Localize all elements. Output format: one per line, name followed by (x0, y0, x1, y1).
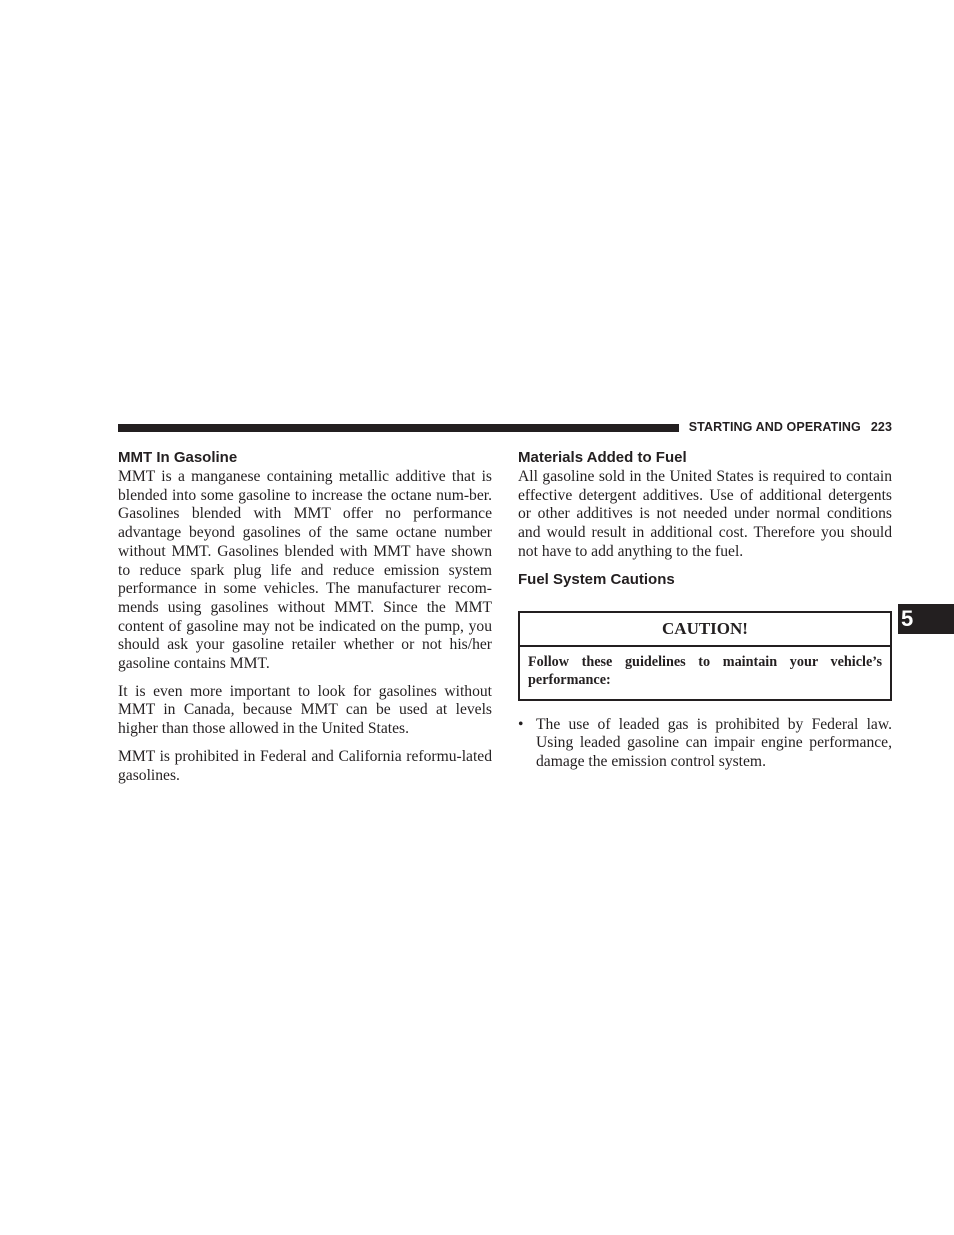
fuel-cautions-heading: Fuel System Cautions (518, 570, 675, 588)
caution-body: Follow these guidelines to maintain your vehicle’s performance: (528, 653, 882, 688)
caution-title: CAUTION! (520, 613, 890, 647)
materials-heading: Materials Added to Fuel (518, 449, 687, 466)
bullet-icon: • (518, 715, 524, 733)
mmt-paragraph-3: MMT is prohibited in Federal and California reformu-lated gasolines. (118, 747, 492, 784)
caution-bullet-list (518, 716, 892, 772)
materials-paragraph: All gasoline sold in the United States is required to contain effective detergent additives. Use of additional detergents or other additives is not needed under normal conditions and would result in additional cost. Therefore you should not have to add anything to the fuel. (518, 468, 892, 560)
list-item (518, 716, 892, 772)
left-column (118, 448, 492, 785)
running-header (688, 420, 892, 434)
list-item-text: The use of leaded gas is prohibited by Federal law. Using leaded gasoline can impair engine performance, damage the emission control system. (536, 715, 892, 770)
mmt-heading: MMT In Gasoline (118, 449, 238, 466)
mmt-paragraph-2: It is even more important to look for gasolines without MMT in Canada, because MMT can be used at levels higher than those allowed in the United States. (118, 682, 492, 738)
caution-box (518, 611, 892, 701)
header-rule (118, 424, 679, 432)
chapter-tab: 5 (898, 604, 954, 634)
mmt-paragraph-1: MMT is a manganese containing metallic additive that is blended into some gasoline to increase the octane num-ber. Gasolines blended with MMT offer no performance advantage beyond gasolines of the same octane number without MMT. Gasolines blended with MMT have shown to reduce spark plug life and reduce emission system performance in some vehicles. The manufacturer recom-mends using gasolines without MMT. Since the MMT content of gasoline may not be indicated on the pump, you should ask your gasoline retailer whether or not his/her gasoline contains MMT. (118, 468, 492, 673)
section-title: STARTING AND OPERATING (688, 420, 861, 434)
page-number: 223 (870, 420, 892, 434)
right-column (518, 448, 892, 772)
